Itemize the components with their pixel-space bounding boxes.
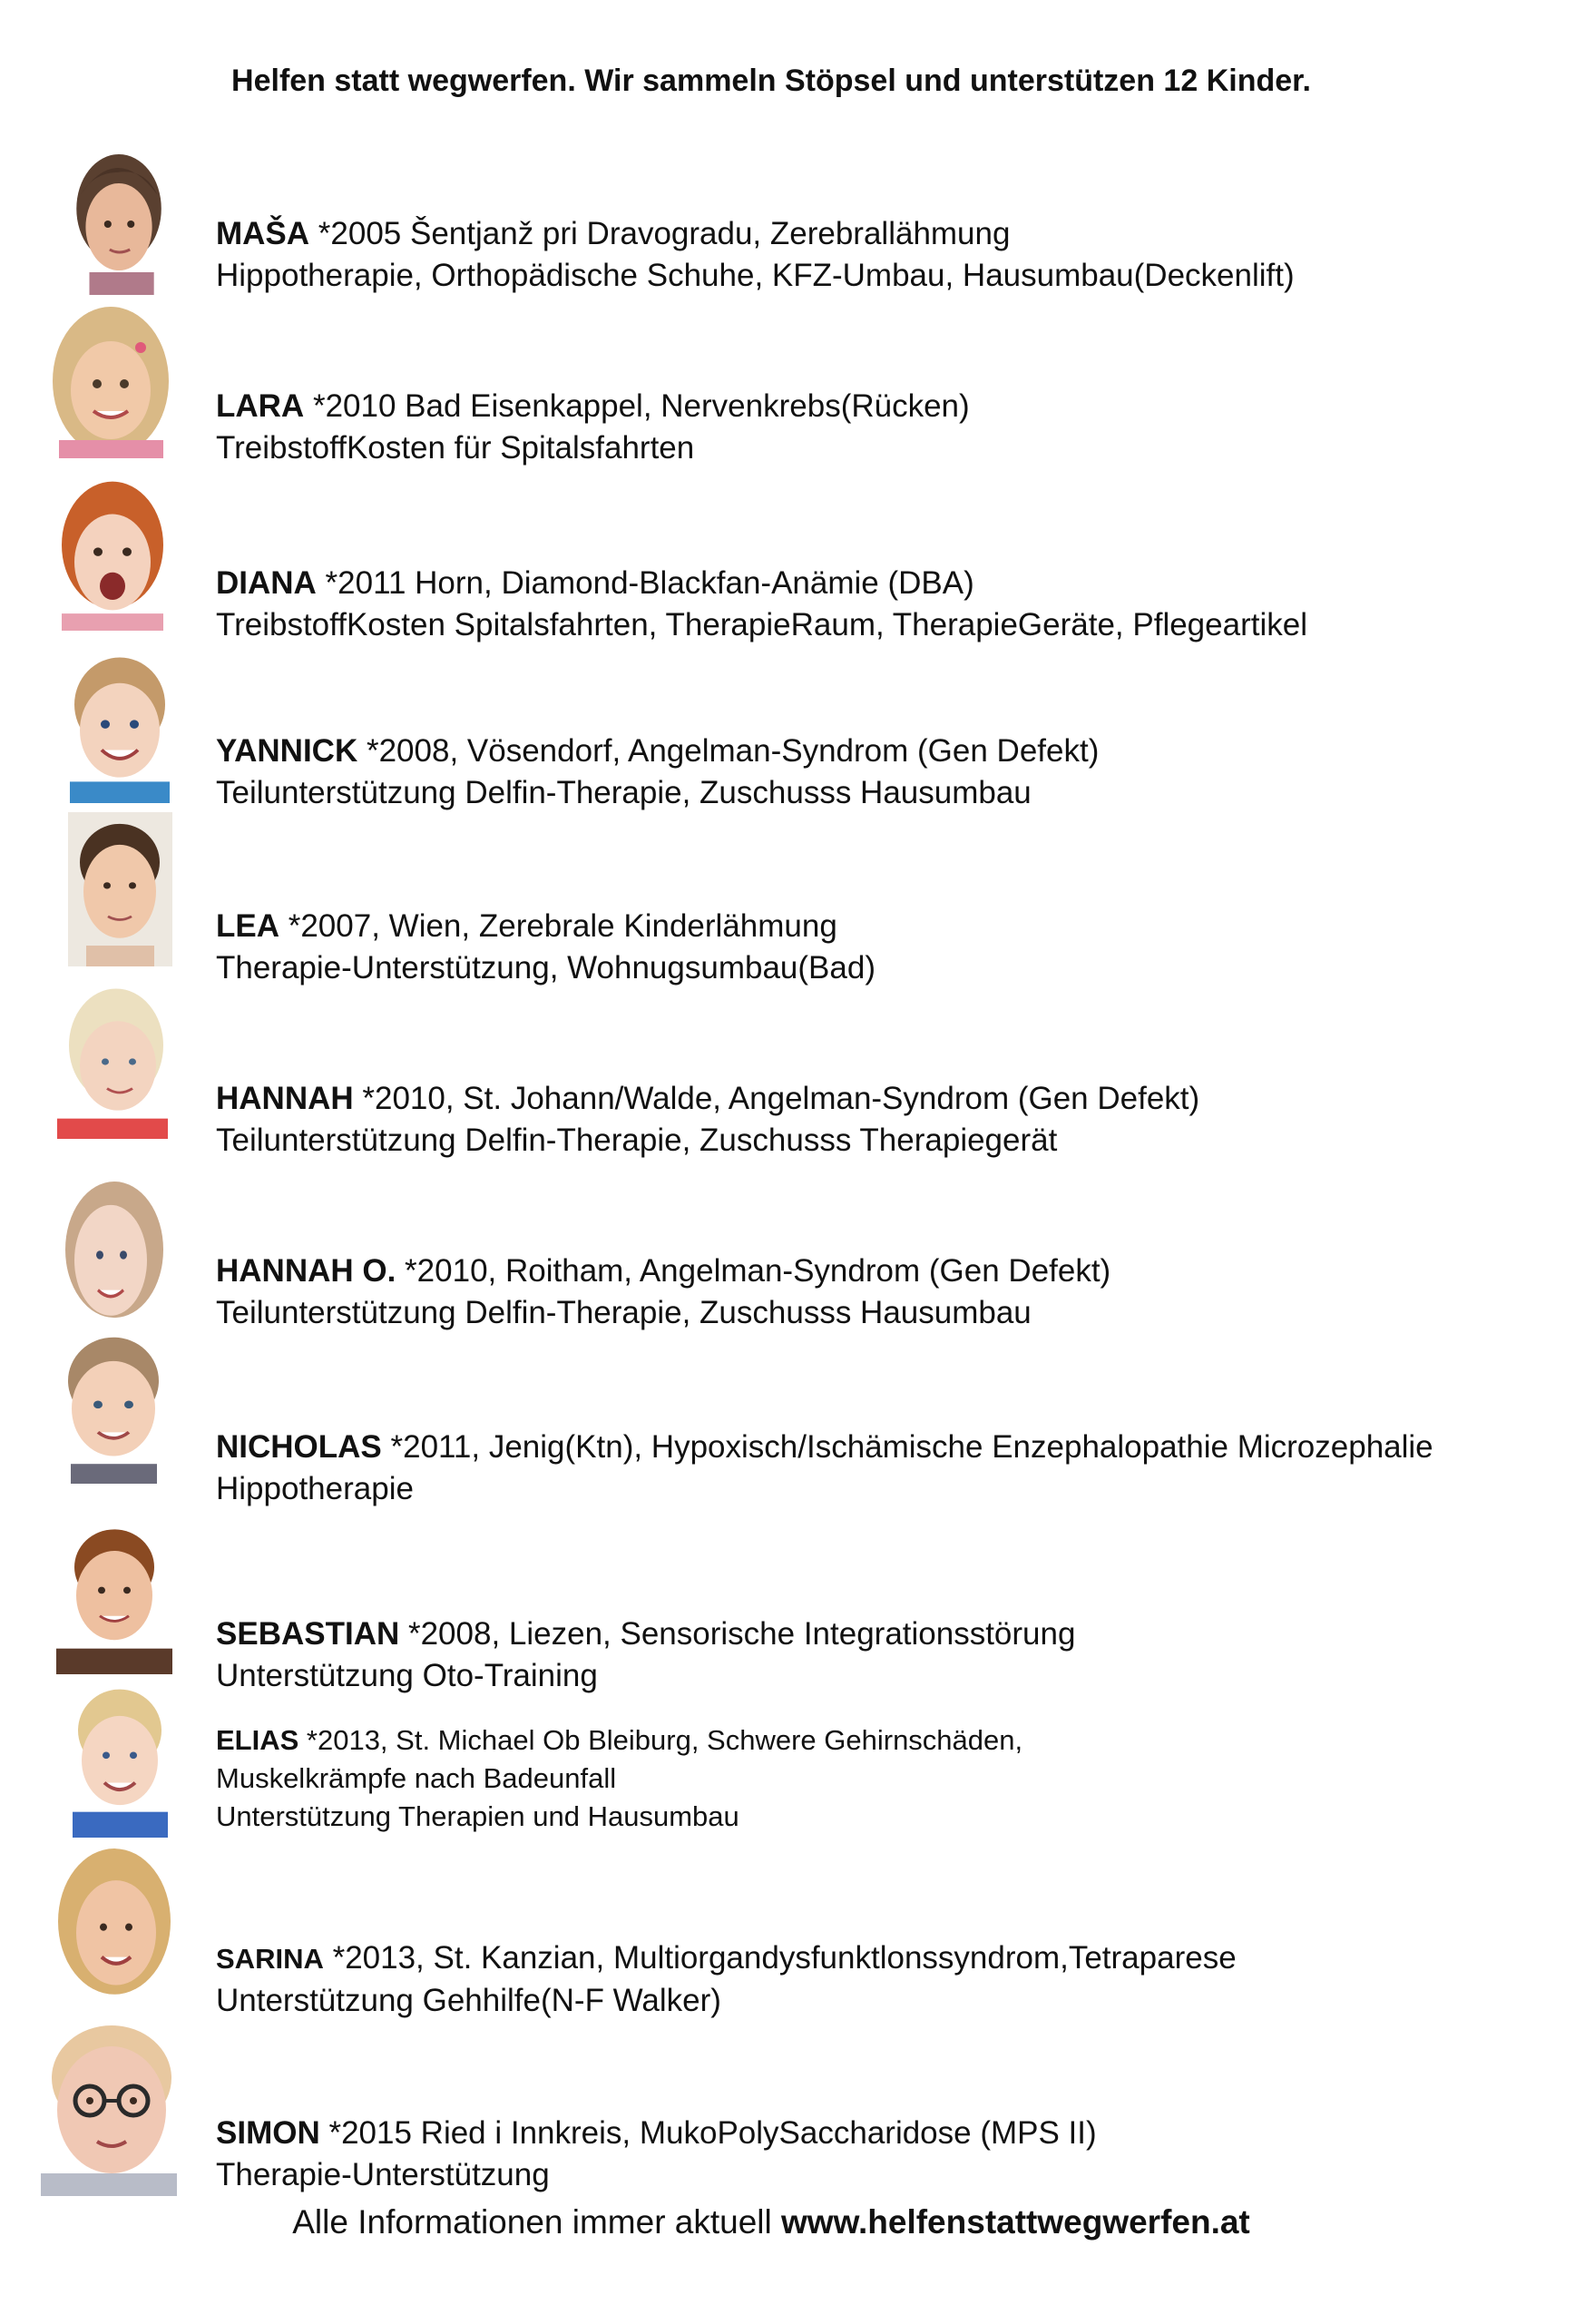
child-details: *2015 Ried i Innkreis, MukoPolySaccharidose (MPS II) — [319, 2115, 1097, 2151]
list-item — [0, 476, 1575, 640]
child-support: Teilunterstützung Delfin-Therapie, Zuschusss Therapiegerät — [216, 1123, 1058, 1158]
child-details: *2013, St. Michael Ob Bleiburg, Schwere Gehirnschäden, — [298, 1724, 1023, 1756]
child-details: *2008, Vösendorf, Angelman-Syndrom (Gen Defekt) — [357, 733, 1100, 769]
child-details: *2011 Horn, Diamond-Blackfan-Anämie (DBA) — [316, 565, 974, 601]
child-photo-diana — [53, 476, 172, 631]
list-item — [0, 1847, 1575, 2018]
child-photo-simon — [32, 2019, 186, 2196]
child-name: SARINA — [216, 1943, 324, 1975]
child-details: *2010, St. Johann/Walde, Angelman-Syndrom (Gen Defekt) — [353, 1081, 1200, 1116]
child-support: Hippotherapie, Orthopädische Schuhe, KFZ-Umbau, Hausumbau(Deckenlift) — [216, 258, 1295, 293]
list-item — [0, 2019, 1575, 2192]
child-support: Therapie-Unterstützung, Wohnugsumbau(Bad) — [216, 950, 876, 985]
child-photo-elias — [68, 1683, 172, 1838]
child-name: MAŠA — [216, 216, 310, 251]
child-details: *2010 Bad Eisenkappel, Nervenkrebs(Rücken) — [304, 388, 970, 424]
child-name: NICHOLAS — [216, 1429, 382, 1465]
child-details: *2007, Wien, Zerebrale Kinderlähmung — [279, 908, 837, 944]
child-photo-masa — [62, 141, 172, 295]
child-support: Unterstützung Gehhilfe(N-F Walker) — [216, 1983, 721, 2018]
list-item — [0, 649, 1575, 812]
child-support: Therapie-Unterstützung — [216, 2157, 550, 2192]
child-name: HANNAH O. — [216, 1253, 396, 1289]
child-support: TreibstoffKosten für Spitalsfahrten — [216, 430, 695, 466]
child-entry-text — [216, 1250, 1110, 1334]
child-details: *2005 Šentjanž pri Dravogradu, Zerebrallähmung — [309, 216, 1011, 251]
child-photo-nicholas — [62, 1329, 166, 1484]
child-photo-yannick — [65, 649, 174, 803]
child-name: YANNICK — [216, 733, 358, 769]
list-item — [0, 304, 1575, 467]
child-support: Unterstützung Therapien und Hausumbau — [216, 1800, 739, 1832]
child-entry-text — [216, 1427, 1433, 1510]
child-entry-text — [216, 906, 876, 989]
child-photo-hannah-o — [56, 1175, 172, 1329]
child-entry-text — [216, 2113, 1097, 2196]
child-photo-hannah — [53, 985, 172, 1139]
child-name: HANNAH — [216, 1081, 354, 1116]
footer — [0, 2203, 1542, 2241]
child-name: LEA — [216, 908, 279, 944]
child-details: *2010, Roitham, Angelman-Syndrom (Gen Defekt) — [396, 1253, 1111, 1289]
list-item — [0, 1520, 1575, 1693]
child-photo-lara — [50, 304, 172, 458]
child-details: *2011, Jenig(Ktn), Hypoxisch/Ischämische Enzephalopathie Microzephalie — [381, 1429, 1433, 1465]
child-name: SEBASTIAN — [216, 1616, 400, 1652]
child-details: *2013, St. Kanzian, Multiorgandysfunktlonssyndrom,Tetraparese — [323, 1940, 1237, 1976]
child-name: ELIAS — [216, 1724, 299, 1756]
footer-website-link[interactable]: www.helfenstattwegwerfen.at — [781, 2203, 1250, 2241]
list-item — [0, 985, 1575, 1158]
child-entry-text — [216, 1078, 1199, 1162]
child-entry-text — [216, 386, 970, 469]
child-entry-text — [216, 1721, 1022, 1836]
list-item — [0, 812, 1575, 985]
child-name: LARA — [216, 388, 305, 424]
child-details: *2008, Liezen, Sensorische Integrationsstörung — [399, 1616, 1076, 1652]
child-details-cont: Muskelkrämpfe nach Badeunfall — [216, 1762, 617, 1794]
list-item — [0, 1175, 1575, 1339]
child-entry-text — [216, 563, 1307, 646]
child-support: Hippotherapie — [216, 1471, 414, 1506]
child-photo-sebastian — [56, 1520, 172, 1674]
list-item — [0, 1329, 1575, 1506]
child-photo-sarina — [56, 1847, 172, 2001]
list-item — [0, 1683, 1575, 1847]
child-entry-text — [216, 1937, 1237, 2022]
child-photo-lea — [68, 812, 172, 966]
page-title: Helfen statt wegwerfen. Wir sammeln Stöpsel und unterstützen 12 Kinder. — [231, 64, 1311, 98]
child-name: SIMON — [216, 2115, 320, 2151]
child-support: Teilunterstützung Delfin-Therapie, Zuschusss Hausumbau — [216, 1295, 1032, 1330]
child-support: TreibstoffKosten Spitalsfahrten, TherapieRaum, TherapieGeräte, Pflegeartikel — [216, 607, 1307, 642]
child-entry-text — [216, 213, 1295, 297]
footer-text: Alle Informationen immer aktuell — [292, 2203, 782, 2241]
child-support: Teilunterstützung Delfin-Therapie, Zuschusss Hausumbau — [216, 775, 1032, 810]
child-name: DIANA — [216, 565, 317, 601]
child-entry-text — [216, 731, 1099, 814]
list-item — [0, 141, 1575, 304]
child-support: Unterstützung Oto-Training — [216, 1658, 598, 1693]
